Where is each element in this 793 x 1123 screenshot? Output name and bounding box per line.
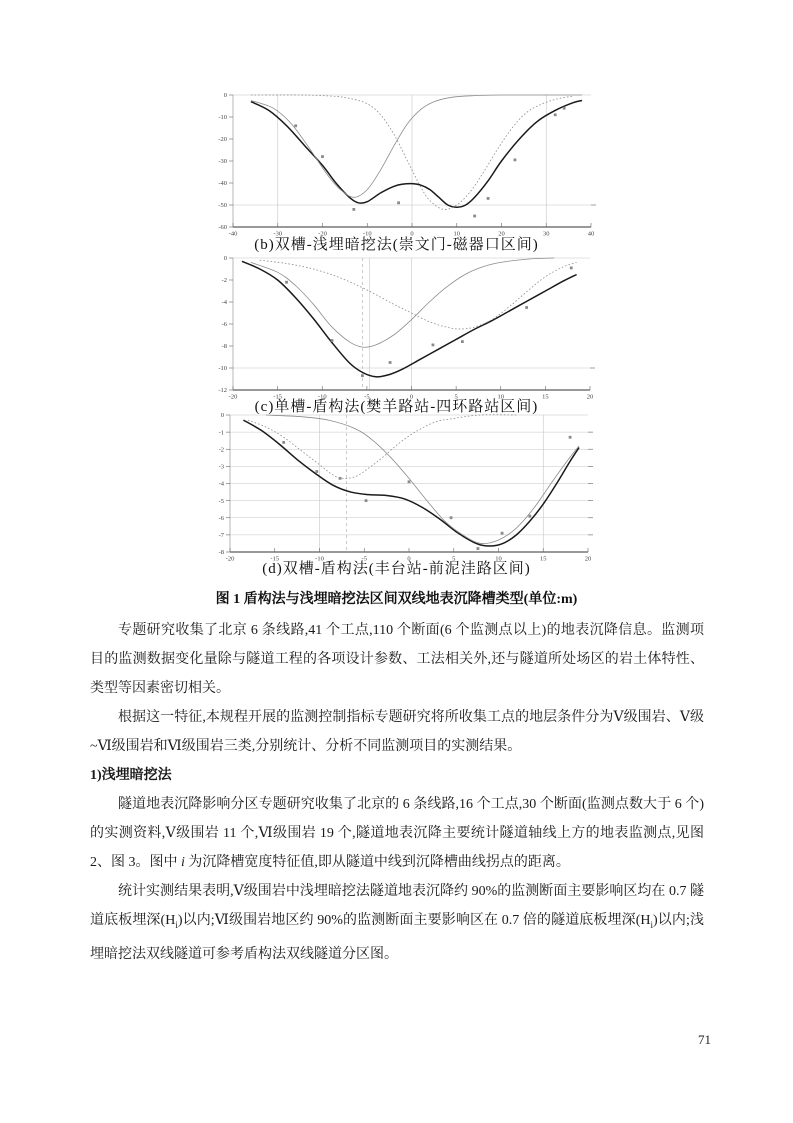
svg-text:-15: -15 — [270, 555, 280, 562]
svg-text:-10: -10 — [317, 393, 327, 401]
svg-text:0: 0 — [410, 230, 414, 238]
svg-text:-10: -10 — [315, 555, 324, 562]
paragraph-2: 根据这一特征,本规程开展的监测控制指标专题研究将所收集工点的地层条件分为Ⅴ级围岩、Ⅴ级~Ⅵ级围岩和Ⅵ级围岩三类,分别统计、分析不同监测项目的实测结果。 — [90, 710, 704, 754]
svg-text:-5: -5 — [364, 393, 370, 401]
measured-point — [285, 281, 288, 284]
svg-text:10: 10 — [495, 555, 502, 562]
measured-point — [331, 339, 334, 342]
svg-text:5: 5 — [454, 393, 458, 401]
svg-text:-15: -15 — [273, 393, 282, 401]
settlement-chart-b — [203, 84, 605, 238]
svg-text:-5: -5 — [218, 497, 224, 505]
svg-text:-4: -4 — [218, 480, 224, 488]
measured-point — [563, 107, 566, 110]
figure-caption: 图 1 盾构法与浅埋暗挖法区间双线地表沉降槽类型(单位:m) — [215, 592, 578, 607]
measured-point — [389, 361, 392, 364]
body-text — [90, 616, 704, 969]
measured-point — [352, 208, 355, 211]
chart-c-caption: (c)单槽-盾构法(樊羊路站-四环路站区间) — [254, 399, 539, 415]
svg-text:0: 0 — [220, 412, 224, 420]
measured-point — [528, 515, 531, 518]
svg-text:30: 30 — [543, 230, 550, 238]
svg-text:-6: -6 — [218, 514, 224, 522]
paragraph-1: 专题研究收集了北京 6 条线路,41 个工点,110 个断面(6 个监测点以上)的地表沉降信息。监测项目的监测数据变化量除与隧道工程的各项设计参数、工法相关外,还与隧道所处场区的岩土体特性、类型等因素密切相关。 — [90, 623, 704, 696]
measured-point — [569, 436, 572, 439]
svg-text:-20: -20 — [228, 393, 238, 401]
svg-text:-50: -50 — [218, 202, 227, 210]
measured-point — [487, 197, 490, 200]
svg-text:-10: -10 — [362, 230, 372, 238]
single-line-curve-right — [260, 260, 577, 329]
measured-point — [432, 344, 435, 347]
subscript-i: i — [175, 919, 178, 930]
measured-point — [501, 532, 504, 535]
svg-text:10: 10 — [453, 230, 460, 238]
variable-i: i — [181, 855, 185, 870]
svg-text:-8: -8 — [221, 343, 227, 351]
svg-text:-2: -2 — [221, 277, 227, 285]
paragraph-4: 统计实测结果表明,Ⅴ级围岩中浅埋暗挖法隧道地表沉降约 90%的监测断面主要影响区均在 0.7 隧道底板埋深$(H_i)$以内;Ⅵ级围岩地区约 90%的监测断面主要影响区在 0.7 倍的隧道底板埋深$(H_i)$以内;浅埋暗挖法双线隧道可参考盾构法双线隧道分区图。 — [90, 884, 704, 962]
measured-point — [450, 516, 453, 519]
section-heading-1: 1)浅埋暗挖法 — [90, 768, 172, 783]
svg-text:-40: -40 — [218, 180, 227, 188]
svg-text:20: 20 — [584, 555, 592, 562]
svg-text:0: 0 — [223, 255, 227, 263]
measured-point — [554, 113, 557, 116]
measured-point — [525, 306, 528, 309]
measured-point — [321, 155, 324, 158]
svg-text:-6: -6 — [221, 321, 227, 329]
svg-text:20: 20 — [498, 230, 505, 238]
svg-text:-10: -10 — [218, 114, 227, 122]
measured-point — [570, 267, 573, 270]
svg-text:-7: -7 — [218, 532, 224, 540]
measured-point — [361, 374, 364, 377]
svg-text:-3: -3 — [218, 463, 224, 471]
measured-point — [397, 201, 400, 204]
subscript-i: i — [650, 919, 654, 930]
measured-point — [461, 340, 464, 343]
combined-settlement-curve — [251, 101, 582, 208]
single-line-curve-right — [266, 415, 579, 544]
svg-text:-20: -20 — [218, 136, 227, 144]
svg-text:-20: -20 — [225, 555, 235, 562]
settlement-chart-d — [203, 408, 605, 562]
svg-text:20: 20 — [586, 393, 594, 401]
svg-text:-30: -30 — [273, 230, 283, 238]
svg-text:-2: -2 — [218, 446, 224, 454]
single-line-curve-left — [251, 95, 582, 197]
svg-text:-1: -1 — [218, 429, 224, 437]
measured-point — [339, 477, 342, 480]
single-line-curve-left — [251, 258, 554, 347]
measured-point — [315, 470, 318, 473]
combined-settlement-curve — [242, 261, 577, 377]
measured-point — [408, 480, 411, 483]
svg-text:-60: -60 — [218, 224, 227, 232]
svg-text:-30: -30 — [218, 158, 227, 166]
svg-text:-10: -10 — [218, 365, 227, 373]
svg-text:-5: -5 — [361, 555, 367, 562]
measured-point — [282, 441, 285, 444]
measured-point — [365, 499, 368, 502]
single-line-curve-left — [248, 415, 517, 479]
settlement-chart-c — [203, 250, 605, 402]
page-number: 71 — [698, 1032, 711, 1047]
svg-text:-40: -40 — [228, 230, 238, 238]
measured-point — [473, 215, 476, 218]
svg-text:15: 15 — [540, 555, 547, 562]
svg-text:0: 0 — [409, 393, 414, 401]
paragraph-3: 隧道地表沉降影响分区专题研究收集了北京的 6 条线路,16 个工点,30 个断面(监测点数大于 6 个)的实测资料,Ⅴ级围岩 11 个,Ⅵ级围岩 19 个,隧道地表沉降主要统计隧道轴线上方的地表监测点,见图 2、图 3。图中 i 为沉降槽宽度特征值,即从隧道中线到沉降槽曲线拐点的距离。 — [90, 797, 704, 870]
svg-text:-8: -8 — [218, 549, 224, 557]
measured-point — [514, 159, 517, 162]
svg-text:0: 0 — [407, 555, 411, 562]
svg-text:0: 0 — [223, 92, 227, 100]
svg-text:15: 15 — [542, 393, 549, 401]
chart-b-caption: (b)双槽-浅埋暗挖法(崇文门-磁器口区间) — [254, 237, 539, 253]
svg-text:-20: -20 — [318, 230, 327, 238]
svg-text:10: 10 — [497, 393, 504, 401]
combined-settlement-curve — [243, 420, 579, 546]
chart-d-caption: (d)双槽-盾构法(丰台站-前泥洼路区间) — [262, 561, 531, 577]
svg-text:40: 40 — [587, 230, 595, 238]
svg-text:5: 5 — [452, 555, 456, 562]
measured-point — [294, 124, 297, 127]
measured-point — [477, 547, 480, 550]
svg-text:-4: -4 — [221, 299, 227, 307]
svg-text:-12: -12 — [218, 387, 227, 395]
